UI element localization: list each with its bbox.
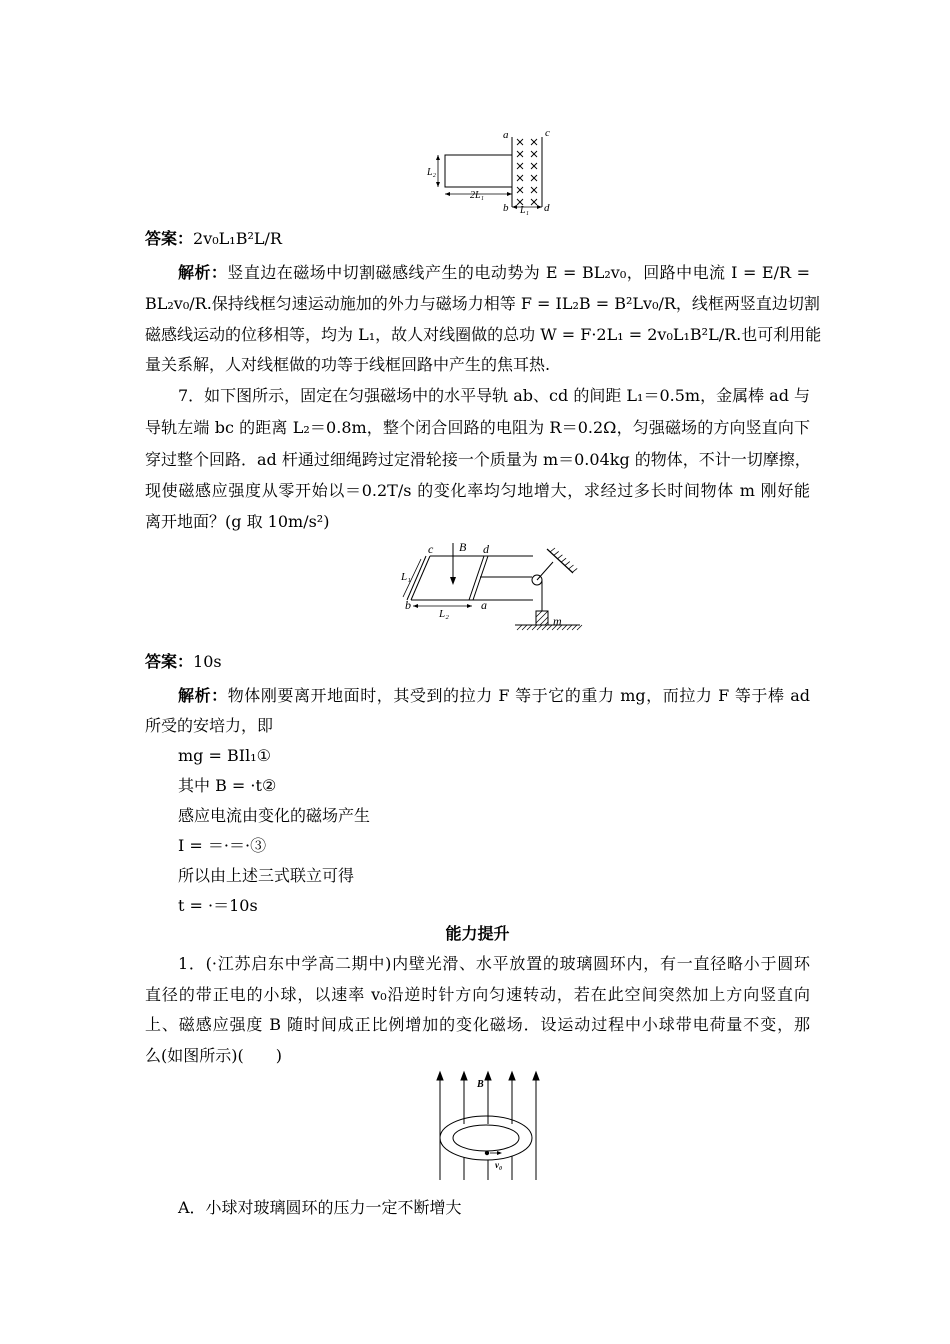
answer-text: 2v₀L₁B²L/R (193, 229, 282, 248)
label-L1: L₁ (401, 571, 411, 583)
figure-frame-in-field (425, 125, 565, 220)
label-c: c (428, 542, 434, 556)
p1-line-4: 么(如图所示)( ) (145, 1046, 282, 1065)
label-v0: v₀ (495, 1160, 503, 1170)
q7-step-4: I = ＝·＝·③ (178, 836, 267, 855)
q7-step-1: mg = BIl₁① (178, 746, 271, 765)
option-a: A．小球对玻璃圆环的压力一定不断增大 (178, 1198, 462, 1217)
q7-line-3: 穿过整个回路．ad 杆通过细绳跨过定滑轮接一个质量为 m＝0.04kg 的物体，不计一切摩擦， (145, 450, 811, 469)
label-L2: L₂ (427, 167, 437, 178)
analysis-label: 解析： (178, 686, 228, 705)
q7-answer (145, 652, 810, 672)
p1-line-2: 直径的带正电的小球，以速率 v₀沿逆时针方向匀速转动，若在此空间突然加上方向竖直向 (145, 985, 810, 1004)
figure-rails-pulley (395, 535, 595, 640)
field-cross-marks (517, 139, 537, 205)
q7-step-2: 其中 B = ·t② (178, 776, 277, 795)
label-2L1: 2L₁ (470, 190, 485, 201)
label-L2: L₂ (439, 608, 449, 620)
figure-glass-ring (430, 1070, 550, 1185)
label-a: a (503, 129, 509, 141)
q6-analysis-line-1 (178, 263, 810, 283)
label-d: d (483, 542, 489, 556)
q7-step-6: t = ·＝10s (178, 896, 258, 915)
analysis-label: 解析： (178, 263, 228, 282)
p1-line-3: 上、磁感应强度 B 随时间成正比例增加的变化磁场．设运动过程中小球带电荷量不变，那 (145, 1015, 810, 1034)
analysis-text: 竖直边在磁场中切割磁感线产生的电动势为 E = BL₂v₀，回路中电流 I = E/R = (227, 263, 810, 282)
section-title: 能力提升 (445, 924, 510, 943)
q6-analysis-line-4: 量关系解，人对线框做的功等于线框回路中产生的焦耳热. (145, 355, 551, 374)
q7-step-3: 感应电流由变化的磁场产生 (178, 806, 371, 825)
q7-line-1: 7．如下图所示，固定在匀强磁场中的水平导轨 ab、cd 的间距 L₁＝0.5m，金属棒 ad 与 (178, 386, 811, 405)
p1-line-1: 1．(·江苏启东中学高二期中)内壁光滑、水平放置的玻璃圆环内，有一直径略小于圆环 (178, 954, 810, 973)
analysis-text: 物体刚要离开地面时，其受到的拉力 F 等于它的重力 mg，而拉力 F 等于棒 ad (227, 686, 810, 705)
ball (485, 1151, 489, 1155)
label-c: c (545, 127, 550, 139)
answer-label: 答案： (145, 229, 194, 248)
q7-analysis-line-1 (178, 686, 810, 706)
label-d: d (544, 202, 550, 214)
q6-answer (145, 229, 810, 249)
label-B: B (459, 540, 467, 554)
q7-line-5: 离开地面？(g 取 10m/s²) (145, 512, 330, 531)
q6-analysis-line-2: BL₂v₀/R.保持线框匀速运动施加的外力与磁场力相等 F = IL₂B = B²Lv₀/R，线框两竖直边切割 (145, 294, 820, 313)
q7-step-5: 所以由上述三式联立可得 (178, 866, 355, 885)
label-b: b (405, 598, 411, 612)
label-m: m (553, 614, 562, 628)
answer-label: 答案： (145, 652, 194, 671)
label-L1: L₁ (520, 205, 530, 216)
q7-line-2: 导轨左端 bc 的距离 L₂＝0.8m，整个闭合回路的电阻为 R＝0.2Ω，匀强磁场的方向竖直向下 (145, 418, 810, 437)
q7-analysis-line-2: 所受的安培力，即 (145, 716, 274, 735)
label-B: B (477, 1079, 484, 1090)
label-b: b (503, 202, 509, 214)
label-a: a (481, 598, 487, 612)
q7-line-4: 现使磁感应强度从零开始以＝0.2T/s 的变化率均匀地增大，求经过多长时间物体 m 刚好能 (145, 481, 810, 500)
q6-analysis-line-3: 磁感线运动的位移相等，均为 L₁，故人对线圈做的总功 W = F·2L₁ = 2v₀L₁B²L/R.也可利用能 (145, 325, 822, 344)
answer-text: 10s (193, 652, 222, 671)
